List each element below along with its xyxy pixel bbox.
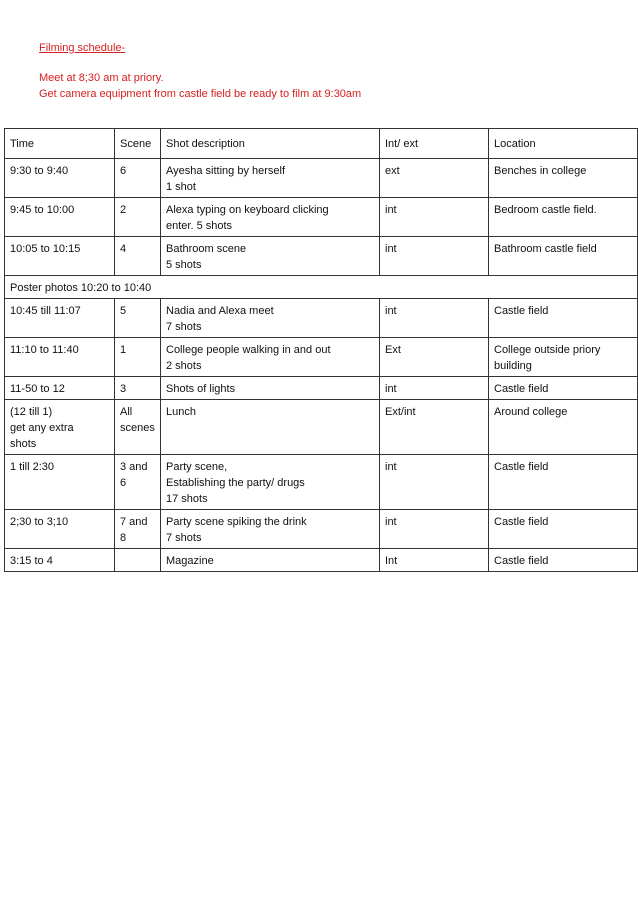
location-cell-line: Castle field [494, 555, 549, 567]
time-cell [5, 400, 115, 455]
time-cell-line: 10:45 till 11:07 [10, 305, 81, 317]
scene-cell [115, 198, 161, 237]
table-row [5, 338, 638, 377]
location-cell [489, 299, 638, 338]
location-cell-line: Castle field [494, 305, 549, 317]
scene-cell-line: scenes [120, 422, 155, 434]
scene-cell [115, 510, 161, 549]
int-ext-cell-line: int [385, 204, 397, 216]
location-cell-line: Castle field [494, 383, 549, 395]
scene-cell-line: 7 and [120, 516, 148, 528]
description-cell-line: 2 shots [166, 360, 202, 372]
location-cell [489, 198, 638, 237]
description-cell-line: College people walking in and out [166, 344, 331, 356]
scene-cell-line: 6 [120, 165, 127, 177]
time-cell-line: 1 till 2:30 [10, 461, 55, 473]
int-ext-cell-line: int [385, 516, 397, 528]
time-cell-line: shots [10, 438, 37, 450]
location-cell [489, 159, 638, 198]
description-cell-line: Ayesha sitting by herself [166, 165, 286, 177]
int-ext-cell [380, 198, 489, 237]
time-cell-line: 3:15 to 4 [10, 555, 53, 567]
break-cell: Poster photos 10:20 to 10:40 [5, 276, 638, 299]
description-cell [161, 377, 380, 400]
meeting-note: Meet at 8;30 am at priory. [39, 72, 164, 84]
description-cell [161, 198, 380, 237]
scene-cell [115, 549, 161, 572]
description-cell-line: Party scene spiking the drink [166, 516, 307, 528]
description-cell [161, 299, 380, 338]
int-ext-cell [380, 237, 489, 276]
location-cell-line: Castle field [494, 516, 549, 528]
scene-cell-line: 8 [120, 532, 127, 544]
table-row [5, 198, 638, 237]
table-row-break [5, 276, 638, 299]
table-row [5, 237, 638, 276]
int-ext-cell [380, 455, 489, 510]
scene-cell [115, 159, 161, 198]
scene-cell-line: 1 [120, 344, 127, 356]
table-row [5, 455, 638, 510]
description-cell-line: Magazine [166, 555, 214, 567]
scene-cell [115, 455, 161, 510]
filming-schedule-table [4, 128, 638, 572]
int-ext-cell-line: Ext [385, 344, 401, 356]
description-cell [161, 338, 380, 377]
time-cell [5, 549, 115, 572]
location-cell-line: Bedroom castle field. [494, 204, 597, 216]
location-cell-line: College outside priory [494, 344, 601, 356]
table-row [5, 549, 638, 572]
int-ext-cell-line: ext [385, 165, 400, 177]
location-cell-line: Around college [494, 406, 568, 418]
int-ext-cell [380, 299, 489, 338]
time-cell-line: 11:10 to 11:40 [10, 344, 79, 356]
description-cell-line: 1 shot [166, 181, 196, 193]
table-row [5, 400, 638, 455]
description-cell [161, 455, 380, 510]
time-cell [5, 377, 115, 400]
scene-cell [115, 299, 161, 338]
time-cell [5, 237, 115, 276]
scene-cell-line: 4 [120, 243, 127, 255]
int-ext-cell-line: int [385, 383, 397, 395]
int-ext-cell-line: int [385, 243, 397, 255]
int-ext-cell [380, 400, 489, 455]
column-header-time: Time [5, 129, 115, 159]
column-header-description: Shot description [161, 129, 380, 159]
description-cell [161, 400, 380, 455]
int-ext-cell-line: int [385, 305, 397, 317]
time-cell [5, 198, 115, 237]
location-cell-line: building [494, 360, 532, 372]
location-cell-line: Castle field [494, 461, 549, 473]
int-ext-cell [380, 510, 489, 549]
time-cell [5, 159, 115, 198]
scene-cell-line: 5 [120, 305, 127, 317]
column-header-scene: Scene [115, 129, 161, 159]
table-header-row [5, 129, 638, 159]
scene-cell [115, 400, 161, 455]
description-cell [161, 549, 380, 572]
description-cell [161, 510, 380, 549]
description-cell-line: 7 shots [166, 321, 202, 333]
time-cell-line: 11-50 to 12 [10, 383, 65, 395]
scene-cell [115, 338, 161, 377]
location-cell [489, 237, 638, 276]
description-cell-line: Lunch [166, 406, 196, 418]
description-cell-line: Alexa typing on keyboard clicking [166, 204, 329, 216]
time-cell-line: 9:45 to 10:00 [10, 204, 75, 216]
description-cell-line: Party scene, [166, 461, 228, 473]
description-cell-line: 17 shots [166, 493, 208, 505]
int-ext-cell-line: Int [385, 555, 398, 567]
int-ext-cell-line: int [385, 461, 397, 473]
location-cell-line: Benches in college [494, 165, 587, 177]
int-ext-cell [380, 549, 489, 572]
int-ext-cell [380, 159, 489, 198]
location-cell [489, 510, 638, 549]
description-cell-line: Establishing the party/ drugs [166, 477, 305, 489]
location-cell [489, 400, 638, 455]
description-cell-line: Shots of lights [166, 383, 236, 395]
location-cell [489, 338, 638, 377]
scene-cell [115, 237, 161, 276]
schedule-header [39, 40, 361, 102]
location-cell [489, 377, 638, 400]
int-ext-cell-line: Ext/int [385, 406, 416, 418]
table-row [5, 159, 638, 198]
time-cell-line: 2;30 to 3;10 [10, 516, 69, 528]
description-cell-line: enter. 5 shots [166, 220, 233, 232]
scene-cell-line: 6 [120, 477, 127, 489]
scene-cell-line: 3 and [120, 461, 148, 473]
description-cell [161, 237, 380, 276]
description-cell-line: Nadia and Alexa meet [166, 305, 274, 317]
description-cell-line: 7 shots [166, 532, 202, 544]
scene-cell-line: All [120, 406, 133, 418]
int-ext-cell [380, 338, 489, 377]
time-cell [5, 510, 115, 549]
time-cell-line: (12 till 1) [10, 406, 53, 418]
scene-cell [115, 377, 161, 400]
description-cell-line: Bathroom scene [166, 243, 247, 255]
scene-cell-line: 2 [120, 204, 127, 216]
document-title: Filming schedule- [39, 42, 126, 54]
time-cell-line: 10:05 to 10:15 [10, 243, 81, 255]
column-header-int-ext: Int/ ext [380, 129, 489, 159]
time-cell-line: 9:30 to 9:40 [10, 165, 69, 177]
table-row [5, 510, 638, 549]
location-cell [489, 455, 638, 510]
description-cell [161, 159, 380, 198]
time-cell [5, 455, 115, 510]
int-ext-cell [380, 377, 489, 400]
location-cell-line: Bathroom castle field [494, 243, 597, 255]
scene-cell-line: 3 [120, 383, 127, 395]
table-row [5, 377, 638, 400]
table-row [5, 299, 638, 338]
time-cell-line: get any extra [10, 422, 74, 434]
location-cell [489, 549, 638, 572]
column-header-location: Location [489, 129, 638, 159]
description-cell-line: 5 shots [166, 259, 202, 271]
time-cell [5, 338, 115, 377]
time-cell [5, 299, 115, 338]
equipment-note: Get camera equipment from castle field be ready to film at 9:30am [39, 88, 362, 100]
